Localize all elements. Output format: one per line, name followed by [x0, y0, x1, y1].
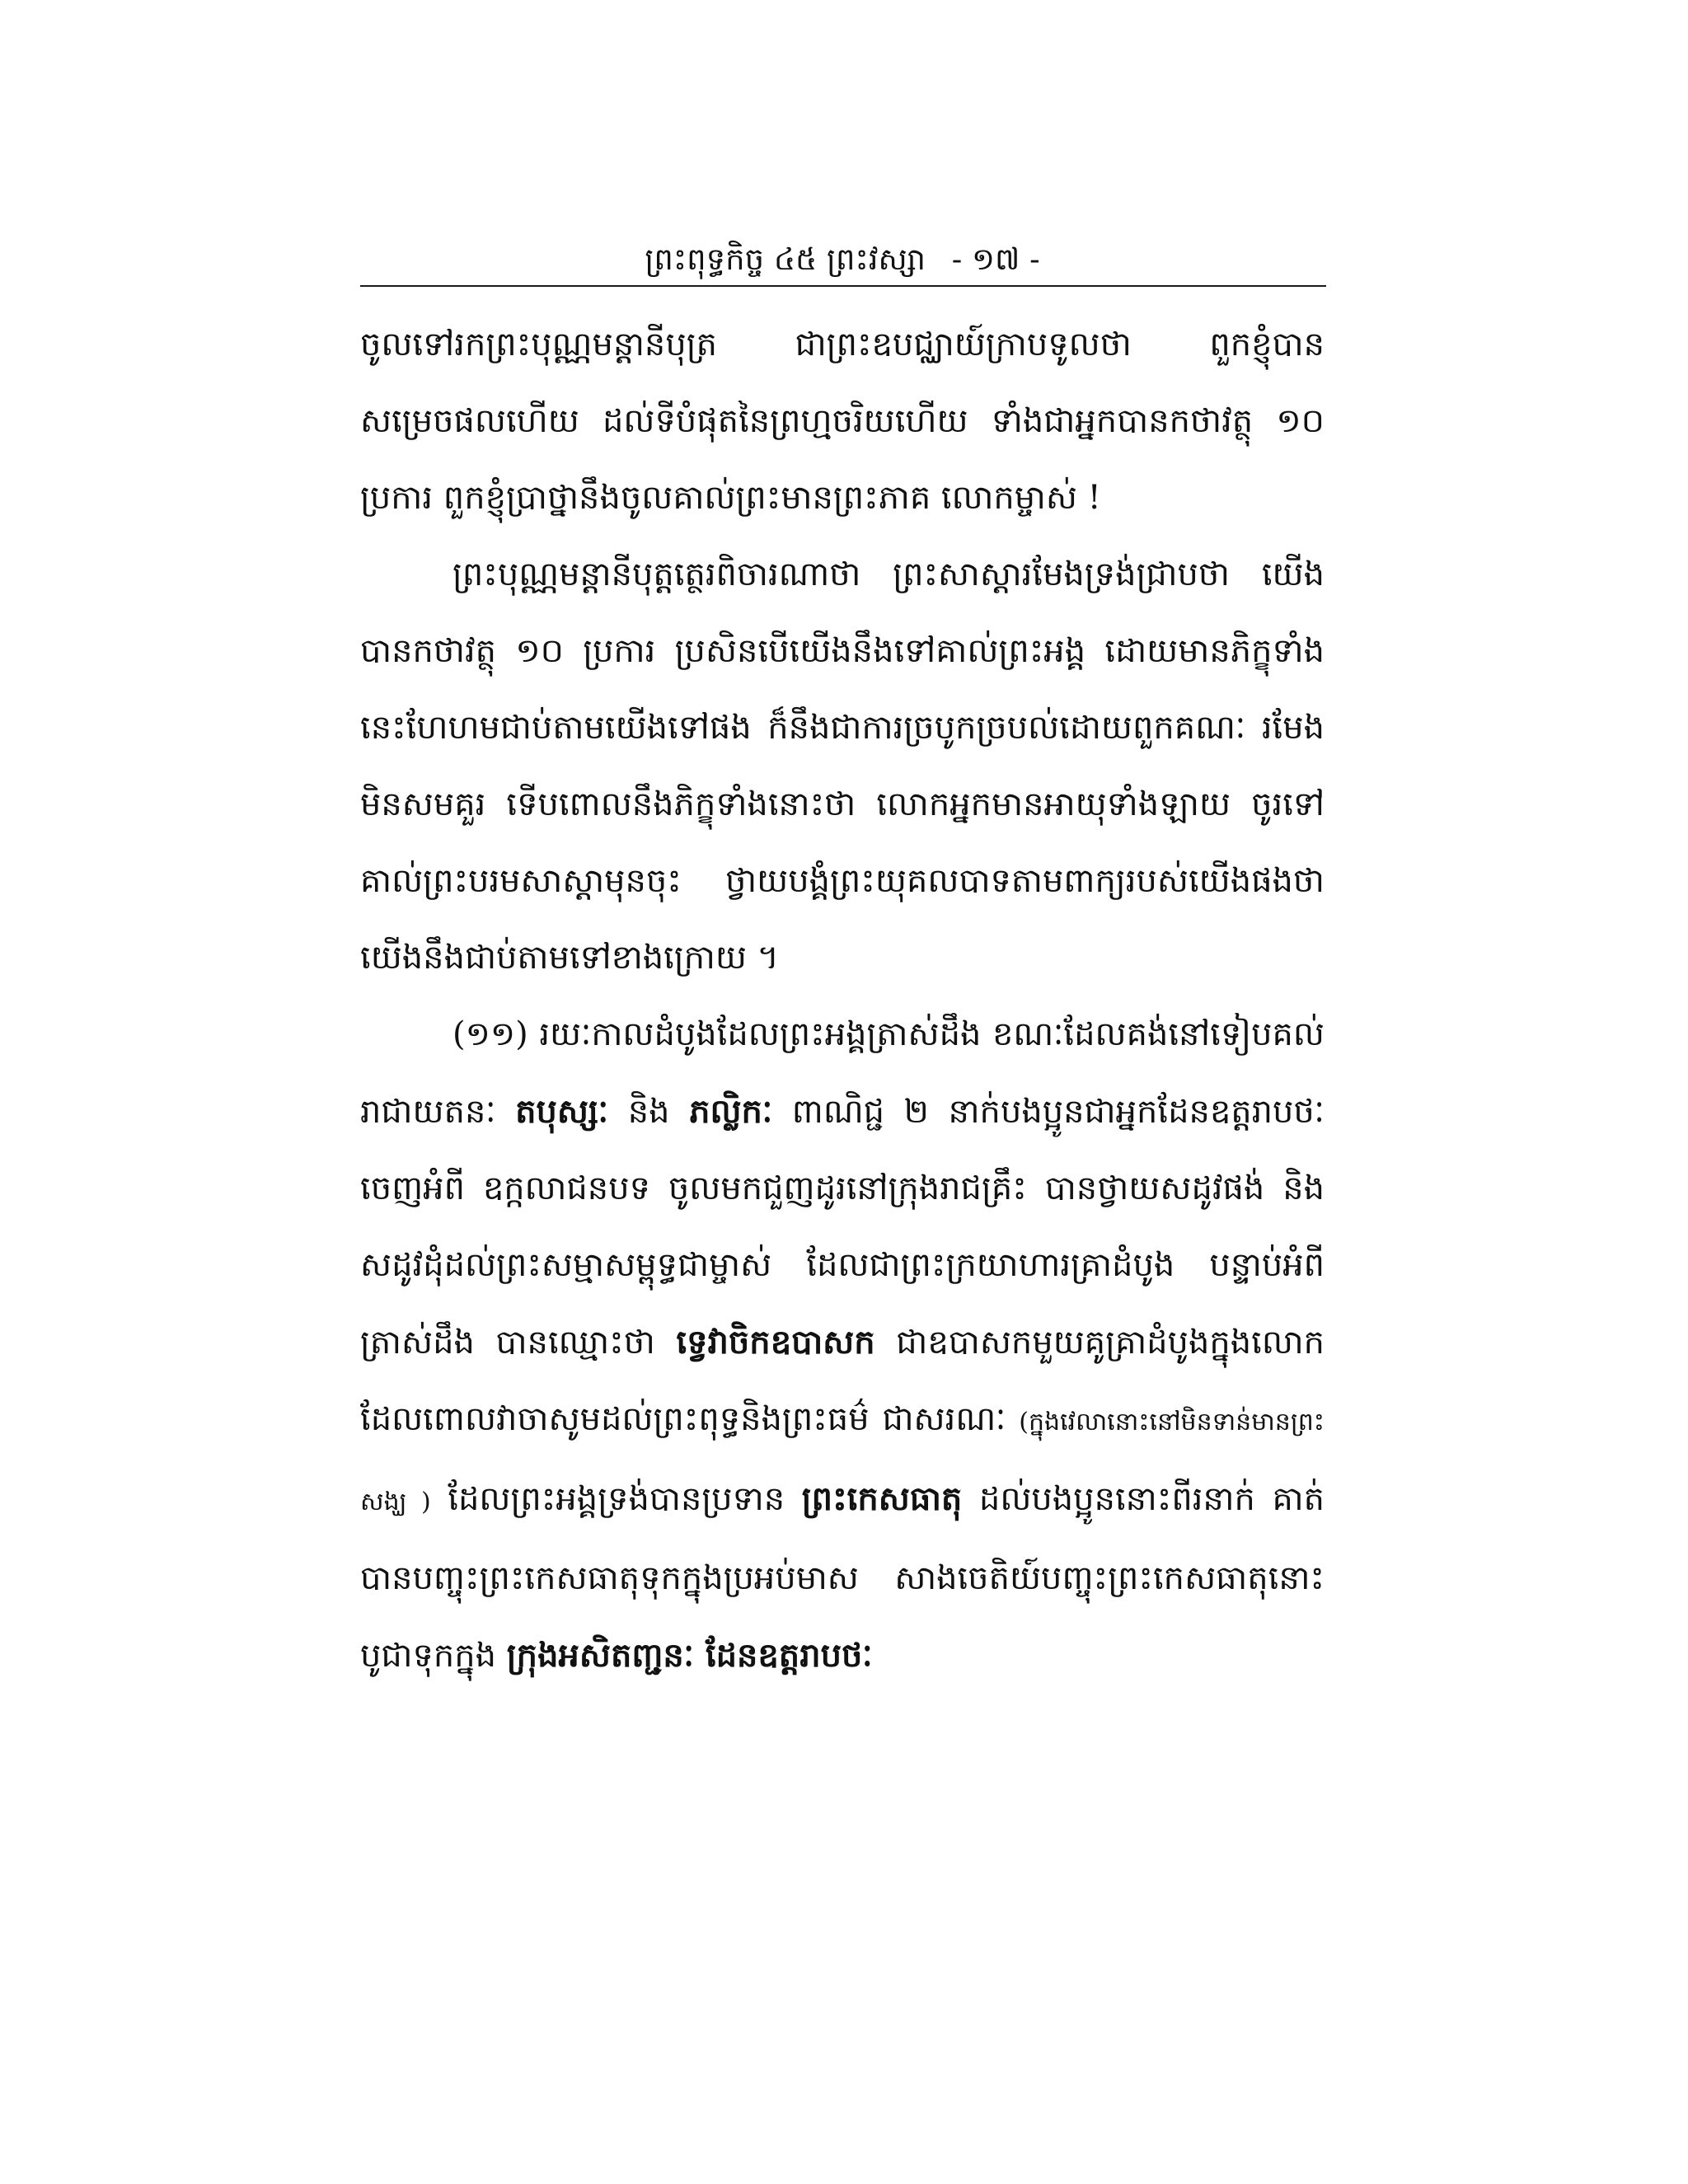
header-rule: [360, 285, 1326, 287]
term-dvevacika-upasaka: ទ្វេវាចិកឧបាសក: [676, 1323, 875, 1361]
paragraph-3-and: និង: [608, 1093, 690, 1131]
running-header: [360, 232, 1325, 287]
paragraph-2: ព្រះបុណ្ណមន្តានីបុត្តត្ថេរពិចារណាថា ព្រះសាស្តារមែងទ្រង់ជ្រាបថា យើងបានកថាវត្ថុ ១០ ប្រការ ប្រសិនបើយើងនឹងទៅគាល់ព្រះអង្គ ដោយមានភិក្ខុទាំងនេះហែហមជាប់តាមយើងទៅផង ក៏នឹងជាការច្របូកច្របល់ដោយពួកគណៈ រមែងមិនសមគួរ ទើបពោលនឹងភិក្ខុទាំងនោះថា លោកអ្នកមានអាយុទាំងឡាយ ចូរទៅគាល់ព្រះបរមសាស្តាមុនចុះ ថ្វាយបង្គំព្រះយុគលបាទតាមពាក្យរបស់យើងផងថា យើងនឹងជាប់តាមទៅខាងក្រោយ ។: [360, 555, 1325, 977]
header-page-number: - ១៧ -: [951, 241, 1040, 277]
paragraph-3: [360, 996, 1325, 1694]
name-bhallika: ភល្លិកៈ: [689, 1092, 773, 1131]
term-hair-relics: ព្រះកេសធាតុ: [801, 1479, 963, 1518]
main-text: [360, 307, 1325, 1694]
parenthetical-note: (ក្នុងវេលានោះនៅមិនទាន់មានព្រះសង្ឃ ): [360, 1408, 1325, 1516]
paragraph-3-part-b: ពាណិជ្ជ ២ នាក់បងប្អូនជាអ្នកដែនឧត្តរាបថៈ ចេញអំពី ឧក្កលាជនបទ ចូលមកជួញដូរនៅក្រុងរាជគ្រឹះ បានថ្វាយសដូវផង់ និងសដូវដុំដល់ព្រះសម្មាសម្ពុទ្ធជាម្ចាស់ ដែលជាព្រះក្រយាហារគ្រាដំបូង បន្ទាប់អំពីត្រាស់ដឹង បានឈ្មោះថា: [360, 1093, 1325, 1361]
term-city-asitanjana: ក្រុងអសិតញ្ជនៈ ដែនឧត្តរាបថៈ: [506, 1636, 873, 1675]
name-tapussa: តបុស្សៈ: [515, 1092, 609, 1131]
paragraph-3-part-a: (១១) រយៈកាលដំបូងដែលព្រះអង្គត្រាស់ដឹង ខណៈដែលគង់នៅទៀបគល់រាជាយតនៈ: [360, 1015, 1325, 1131]
paragraph-3-part-e: ដល់បងប្អូននោះពីរនាក់ គាត់បានបញ្ចុះព្រះកេសធាតុទុកក្នុងប្រអប់មាស សាងចេតិយ៍បញ្ចុះព្រះកេសធាតុនោះបូជាទុកក្នុង: [360, 1480, 1325, 1675]
paragraph-3-part-d: ដែលព្រះអង្គទ្រង់បានប្រទាន: [430, 1480, 802, 1518]
header-book-title: ព្រះពុទ្ធកិច្ច ៤៥ ព្រះវស្សា: [645, 241, 926, 277]
paragraph-1: ចូលទៅរកព្រះបុណ្ណមន្តានីបុត្រ ជាព្រះឧបជ្ឈាយ៍ក្រាបទូលថា ពួកខ្ញុំបានសម្រេចផលហើយ ដល់ទីបំផុតនៃព្រហ្មចរិយហើយ ទាំងជាអ្នកបានកថាវត្ថុ ១០ ប្រការ ពួកខ្ញុំប្រាថ្នានឹងចូលគាល់ព្រះមានព្រះភាគ លោកម្ចាស់ !: [360, 326, 1325, 517]
paragraph-3-part-c: ជាឧបាសកមួយគូគ្រាដំបូងក្នុងលោកដែលពោលវាចាសូមដល់ព្រះពុទ្ធនិងព្រះធម៌ ជាសរណៈ: [360, 1324, 1325, 1438]
